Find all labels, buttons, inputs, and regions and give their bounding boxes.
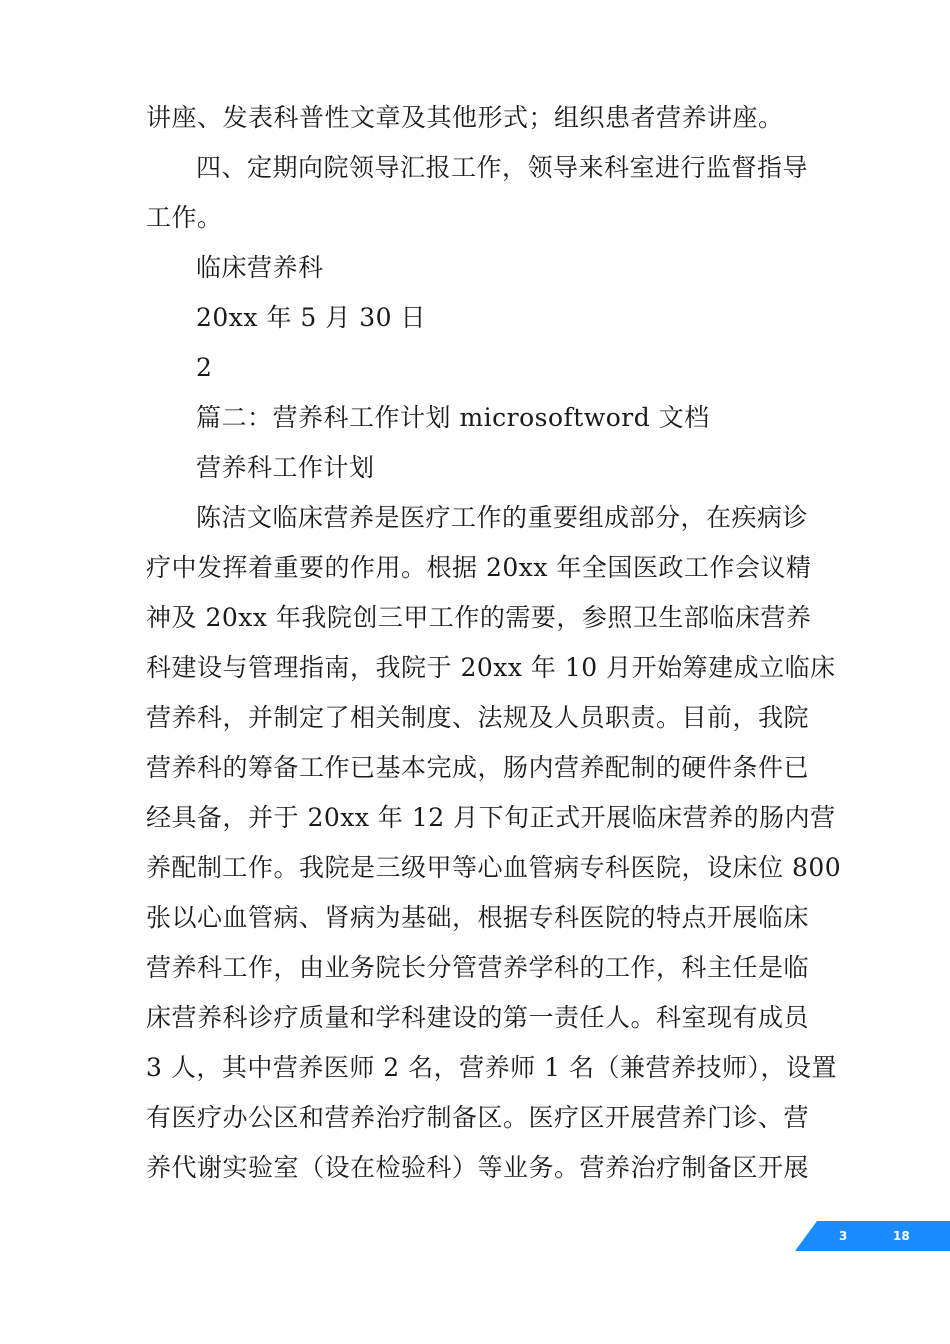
text-line: 讲座、发表科普性文章及其他形式；组织患者营养讲座。	[146, 103, 784, 132]
text-line: 工作。	[146, 203, 223, 232]
text-line: 3 人，其中营养医师 2 名，营养师 1 名（兼营养技师），设置	[146, 1053, 837, 1082]
page-number-banner	[795, 1221, 950, 1251]
text-line: 有医疗办公区和营养治疗制备区。医疗区开展营养门诊、营	[146, 1103, 810, 1132]
text-line: 疗中发挥着重要的作用。根据 20xx 年全国医政工作会议精	[146, 553, 812, 582]
text-line: 神及 20xx 年我院创三甲工作的需要，参照卫生部临床营养	[146, 603, 812, 632]
section-heading: 篇二：营养科工作计划 microsoftword 文档	[196, 403, 710, 432]
text-line: 四、定期向院领导汇报工作，领导来科室进行监督指导	[196, 153, 809, 182]
text-line: 营养科的筹备工作已基本完成，肠内营养配制的硬件条件已	[146, 753, 810, 782]
current-page-number: 3	[839, 1229, 848, 1243]
text-line: 张以心血管病、肾病为基础，根据专科医院的特点开展临床	[146, 903, 810, 932]
text-line: 临床营养科	[196, 253, 324, 282]
text-line: 养配制工作。我院是三级甲等心血管病专科医院，设床位 800	[146, 853, 842, 882]
text-line: 科建设与管理指南，我院于 20xx 年 10 月开始筹建成立临床	[146, 653, 836, 682]
total-pages-number: 18	[893, 1229, 910, 1243]
text-line: 20xx 年 5 月 30 日	[196, 303, 426, 332]
text-line: 养代谢实验室（设在检验科）等业务。营养治疗制备区开展	[146, 1153, 810, 1182]
text-line: 营养科，并制定了相关制度、法规及人员职责。目前，我院	[146, 703, 810, 732]
document-title: 营养科工作计划	[196, 453, 375, 482]
text-line: 经具备，并于 20xx 年 12 月下旬正式开展临床营养的肠内营	[146, 803, 836, 832]
text-line: 陈洁文临床营养是医疗工作的重要组成部分，在疾病诊	[196, 503, 809, 532]
text-line: 床营养科诊疗质量和学科建设的第一责任人。科室现有成员	[146, 1003, 810, 1032]
text-line: 营养科工作，由业务院长分管营养学科的工作，科主任是临	[146, 953, 810, 982]
text-line: 2	[196, 353, 213, 382]
